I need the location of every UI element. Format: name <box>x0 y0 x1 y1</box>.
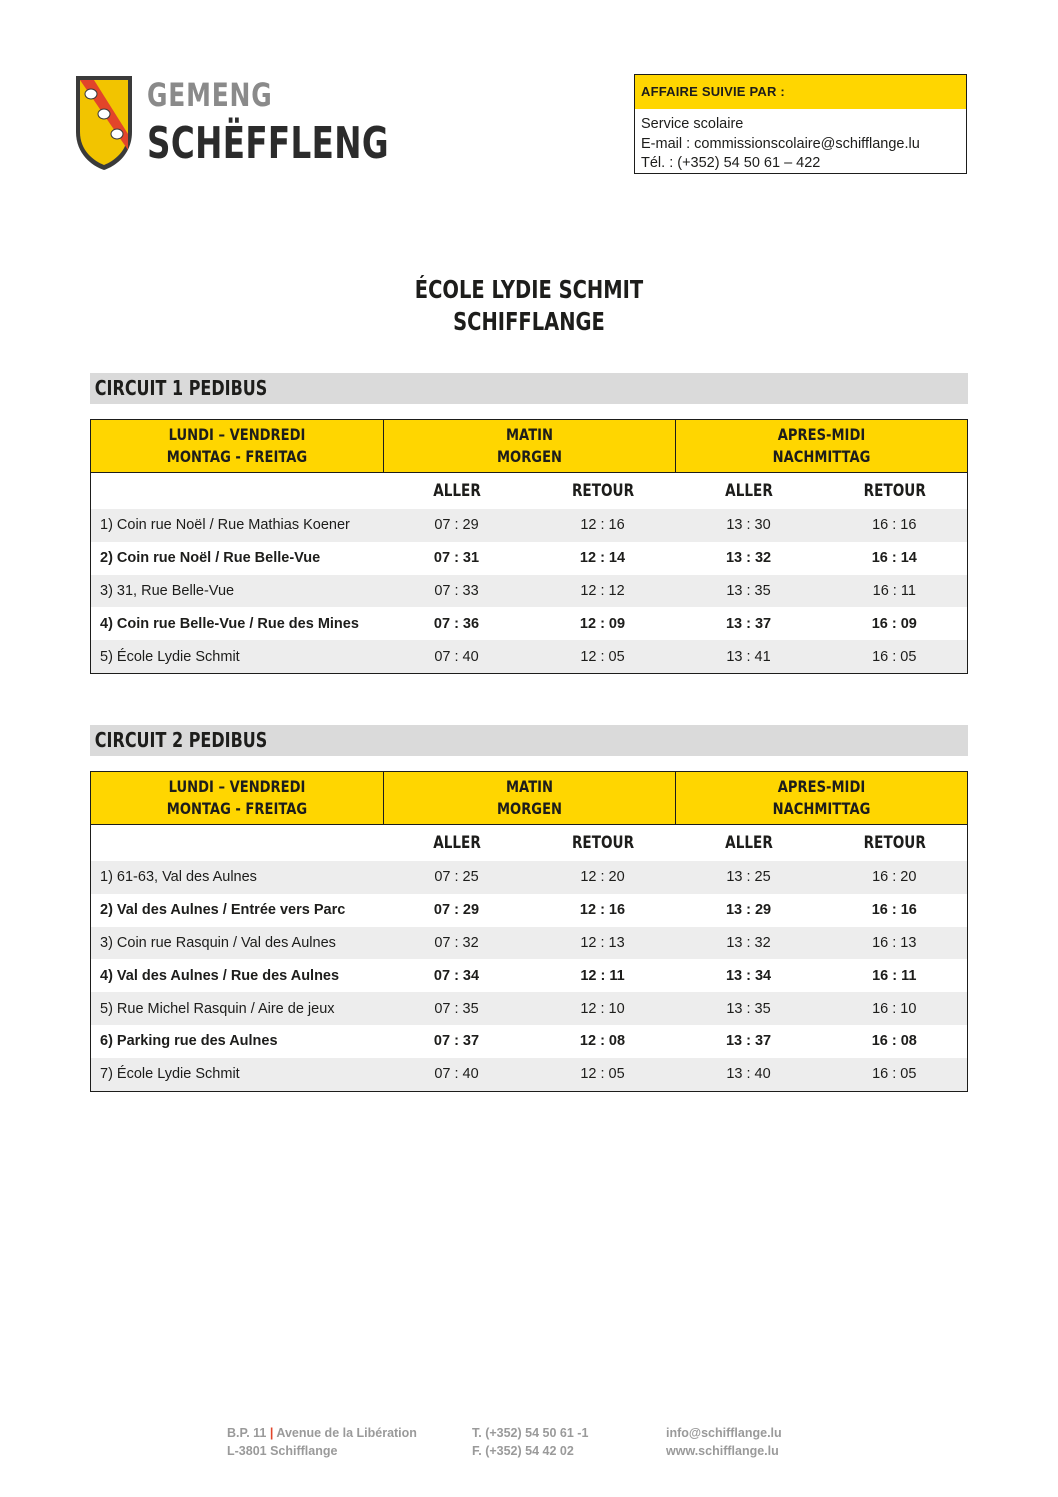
time-pm-aller: 13 : 32 <box>676 927 822 960</box>
header-afternoon <box>676 420 968 473</box>
time-am-aller: 07 : 36 <box>433 615 480 632</box>
time-pm-aller: 13 : 25 <box>676 861 822 894</box>
subheader-am-aller <box>384 473 530 510</box>
table-row <box>91 542 968 575</box>
circuit-1-table <box>90 419 968 674</box>
header-morning <box>384 772 676 825</box>
header-days-fr: LUNDI – VENDREDI <box>168 777 306 796</box>
footer-city: L-3801 Schifflange <box>227 1444 338 1458</box>
subheader-label: ALLER <box>724 833 773 853</box>
table-subheader-row <box>91 825 968 862</box>
time-am-retour: 12 : 05 <box>530 1058 676 1091</box>
table-header-row <box>91 772 968 825</box>
time-am-aller: 07 : 29 <box>384 509 530 542</box>
footer-fax: F. (+352) 54 42 02 <box>472 1444 574 1458</box>
time-pm-aller: 13 : 32 <box>725 550 772 567</box>
header-morning-de: MORGEN <box>496 447 563 466</box>
time-pm-retour: 16 : 11 <box>872 967 917 984</box>
subheader-am-retour <box>530 825 676 862</box>
table-row <box>91 959 968 992</box>
header-morning-fr: MATIN <box>506 425 554 444</box>
time-pm-retour: 16 : 05 <box>822 640 968 673</box>
subheader-pm-retour <box>822 825 968 862</box>
time-am-retour: 12 : 11 <box>580 967 625 984</box>
table-row <box>91 927 968 960</box>
footer-address-line1 <box>227 1424 417 1442</box>
table-row <box>91 575 968 608</box>
stop-name: 3) Coin rue Rasquin / Val des Aulnes <box>91 927 384 960</box>
header-afternoon-de: NACHMITTAG <box>772 447 871 466</box>
table-row <box>91 861 968 894</box>
stop-name: 1) 61-63, Val des Aulnes <box>91 861 384 894</box>
table-row <box>91 1058 968 1091</box>
footer-email-link[interactable]: info@schifflange.lu <box>666 1426 782 1440</box>
subheader-am-retour <box>530 473 676 510</box>
stop-name: 1) Coin rue Noël / Rue Mathias Koener <box>91 509 384 542</box>
subheader-label: RETOUR <box>863 481 926 501</box>
footer-tel: T. (+352) 54 50 61 -1 <box>472 1426 589 1440</box>
time-am-aller: 07 : 29 <box>433 902 480 919</box>
time-am-aller: 07 : 35 <box>384 992 530 1025</box>
time-am-aller: 07 : 33 <box>384 575 530 608</box>
header-afternoon <box>676 772 968 825</box>
time-pm-aller: 13 : 35 <box>676 992 822 1025</box>
stop-name: 7) École Lydie Schmit <box>91 1058 384 1091</box>
time-pm-aller: 13 : 41 <box>676 640 822 673</box>
subheader-label: RETOUR <box>571 833 634 853</box>
stop-name: 5) Rue Michel Rasquin / Aire de jeux <box>91 992 384 1025</box>
time-pm-aller: 13 : 34 <box>725 967 772 984</box>
subheader-pm-aller <box>676 473 822 510</box>
table-row <box>91 1025 968 1058</box>
table-row <box>91 894 968 927</box>
table-row <box>91 607 968 640</box>
stop-name: 2) Val des Aulnes / Entrée vers Parc <box>100 902 346 919</box>
title-town: SCHIFFLANGE <box>453 307 605 336</box>
time-pm-retour: 16 : 16 <box>822 509 968 542</box>
header-morning <box>384 420 676 473</box>
table-row <box>91 992 968 1025</box>
logo-text-gemeng: GEMENG <box>147 76 273 114</box>
time-am-aller: 07 : 37 <box>433 1033 480 1050</box>
footer-address <box>227 1424 417 1460</box>
time-am-aller: 07 : 32 <box>384 927 530 960</box>
time-pm-aller: 13 : 35 <box>676 575 822 608</box>
time-pm-retour: 16 : 14 <box>871 550 917 567</box>
time-pm-retour: 16 : 05 <box>822 1058 968 1091</box>
time-pm-retour: 16 : 16 <box>871 902 917 919</box>
subheader-label: ALLER <box>432 833 481 853</box>
subheader-am-aller <box>384 825 530 862</box>
circuit-1-title: CIRCUIT 1 PEDIBUS <box>94 376 268 400</box>
time-pm-retour: 16 : 09 <box>871 615 917 632</box>
municipality-logo <box>74 74 389 174</box>
subheader-pm-retour <box>822 473 968 510</box>
time-pm-aller: 13 : 37 <box>725 1033 772 1050</box>
header-morning-de: MORGEN <box>496 799 563 818</box>
time-am-aller: 07 : 31 <box>433 550 480 567</box>
subheader-empty <box>91 825 384 862</box>
subheader-label: ALLER <box>432 481 481 501</box>
time-am-retour: 12 : 08 <box>579 1033 626 1050</box>
stop-name: 2) Coin rue Noël / Rue Belle-Vue <box>100 550 321 567</box>
contact-details <box>635 109 966 174</box>
time-am-retour: 12 : 16 <box>579 902 626 919</box>
header-days-de: MONTAG - FREITAG <box>166 799 308 818</box>
header-days <box>91 420 384 473</box>
subheader-label: RETOUR <box>571 481 634 501</box>
time-pm-aller: 13 : 40 <box>676 1058 822 1091</box>
header-afternoon-fr: APRES-MIDI <box>777 425 866 444</box>
footer-separator: | <box>269 1426 274 1440</box>
table-header-row <box>91 420 968 473</box>
table-row <box>91 640 968 673</box>
header-days <box>91 772 384 825</box>
time-am-retour: 12 : 09 <box>579 615 626 632</box>
time-am-aller: 07 : 34 <box>433 967 480 984</box>
circuit-2-table <box>90 771 968 1092</box>
header-morning-fr: MATIN <box>506 777 554 796</box>
contact-header: AFFAIRE SUIVIE PAR : <box>635 75 966 109</box>
contact-service: Service scolaire <box>641 116 744 132</box>
contact-phone: Tél. : (+352) 54 50 61 – 422 <box>641 155 821 171</box>
footer-bp: B.P. 11 <box>227 1426 267 1440</box>
time-am-retour: 12 : 14 <box>579 550 626 567</box>
circuit-2-title: CIRCUIT 2 PEDIBUS <box>94 728 268 752</box>
header-afternoon-fr: APRES-MIDI <box>777 777 866 796</box>
header-days-fr: LUNDI – VENDREDI <box>168 425 306 444</box>
subheader-empty <box>91 473 384 510</box>
header-afternoon-de: NACHMITTAG <box>772 799 871 818</box>
footer-phone-block <box>472 1424 588 1460</box>
time-am-retour: 12 : 20 <box>530 861 676 894</box>
time-pm-retour: 16 : 10 <box>822 992 968 1025</box>
time-am-aller: 07 : 40 <box>384 640 530 673</box>
time-pm-retour: 16 : 13 <box>822 927 968 960</box>
footer-web-block <box>666 1424 782 1460</box>
subheader-label: ALLER <box>724 481 773 501</box>
time-am-retour: 12 : 10 <box>530 992 676 1025</box>
time-am-aller: 07 : 25 <box>384 861 530 894</box>
footer-website-link[interactable]: www.schifflange.lu <box>666 1444 779 1458</box>
circuit-2-section-bar <box>90 725 968 756</box>
circuit-1-section-bar <box>90 373 968 404</box>
subheader-label: RETOUR <box>863 833 926 853</box>
time-pm-retour: 16 : 08 <box>871 1033 917 1050</box>
stop-name: 3) 31, Rue Belle-Vue <box>91 575 384 608</box>
stop-name: 6) Parking rue des Aulnes <box>100 1033 278 1050</box>
contact-email: E-mail : commissionscolaire@schifflange.lu <box>641 135 920 152</box>
contact-box <box>634 74 967 174</box>
time-am-aller: 07 : 40 <box>384 1058 530 1091</box>
time-am-retour: 12 : 16 <box>530 509 676 542</box>
time-am-retour: 12 : 13 <box>530 927 676 960</box>
time-pm-aller: 13 : 37 <box>725 615 772 632</box>
coat-of-arms-icon <box>74 74 136 172</box>
time-am-retour: 12 : 05 <box>530 640 676 673</box>
time-am-retour: 12 : 12 <box>530 575 676 608</box>
stop-name: 4) Val des Aulnes / Rue des Aulnes <box>100 967 340 984</box>
page-title <box>0 274 1058 338</box>
footer-street: Avenue de la Libération <box>276 1426 417 1440</box>
stop-name: 5) École Lydie Schmit <box>91 640 384 673</box>
time-pm-aller: 13 : 29 <box>725 902 772 919</box>
stop-name: 4) Coin rue Belle-Vue / Rue des Mines <box>100 615 359 632</box>
title-school: ÉCOLE LYDIE SCHMIT <box>414 275 644 304</box>
time-pm-retour: 16 : 20 <box>822 861 968 894</box>
table-row <box>91 509 968 542</box>
time-pm-retour: 16 : 11 <box>822 575 968 608</box>
logo-text-schefleng: SCHËFFLENG <box>147 118 389 169</box>
table-subheader-row <box>91 473 968 510</box>
subheader-pm-aller <box>676 825 822 862</box>
time-pm-aller: 13 : 30 <box>676 509 822 542</box>
header-days-de: MONTAG - FREITAG <box>166 447 308 466</box>
